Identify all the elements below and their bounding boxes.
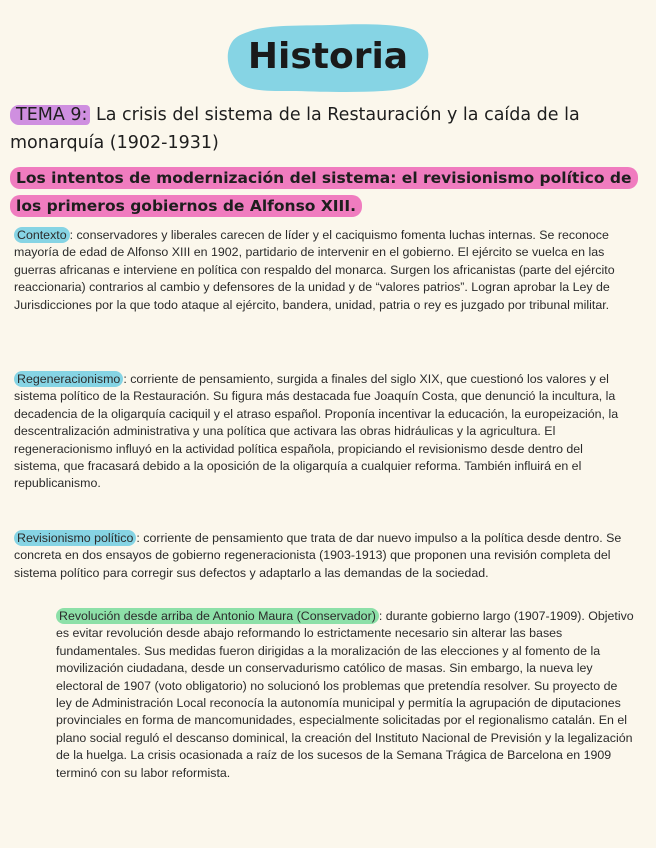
topic-title: La crisis del sistema de la Restauración y la caída de la monarquía (1902-1931) (10, 105, 580, 153)
body-maura: : durante gobierno largo (1907-1909). Objetivo es evitar revolución desde abajo reformando lo estrictamente necesario sin alterar las bases fundamentales. Sus medidas fueron dirigidas a la moralización de las elecciones y al fomento de la movilización ciudadana, desde un conservadurismo católico de masas. Sin embargo, la nueva ley electoral de 1907 (voto obligatorio) no solucionó los problemas que pretendía resolver. Su proyecto de ley de Administración Local reconocía la autonomía municipal y permitía la agrupación de diputaciones provinciales en forma de mancomunidades, especialmente solicitadas por el regionalismo catalán. En el plano social reguló el descanso dominical, la creación del Instituto Nacional de Previsión y la legalización de la huelga. La crisis ocasionada a raíz de los sucesos de la Semana Trágica de Barcelona en 1909 terminó con su labor reformista. (56, 609, 634, 780)
subtitle-text: Los intentos de modernización del sistema: el revisionismo político de los primeros gobiernos de Alfonso XIII. (10, 167, 638, 217)
term-revisionismo: Revisionismo político (14, 530, 136, 546)
paragraph-revisionismo (14, 530, 630, 582)
term-contexto: Contexto (14, 227, 70, 243)
paragraph-maura (56, 608, 634, 782)
paragraph-regeneracionismo (14, 371, 630, 493)
body-regeneracionismo: : corriente de pensamiento, surgida a finales del siglo XIX, que cuestionó los valores y el sistema político de la Restauración. Su figura más destacada fue Joaquín Costa, que denunció la incultura, la decadencia de la oligarquía caciquil y el atraso español. Proponía incentivar la educación, la europeización, la descentralización administrativa y una política que activara las obras hidráulicas y la agricultura. El regeneracionismo influyó en la actividad política española, propiciando el revisionismo desde dentro del sistema, que fracasará debido a la oposición de la oligarquía a cualquier reforma. También influirá en el republicanismo. (14, 372, 619, 491)
term-regeneracionismo: Regeneracionismo (14, 371, 123, 387)
title-banner (226, 22, 430, 94)
topic-number: TEMA 9: (10, 105, 90, 125)
topic-heading (10, 101, 640, 157)
body-revisionismo: : corriente de pensamiento que trata de dar nuevo impulso a la política desde dentro. Se concreta en dos ensayos de gobierno regeneracionista (1903-1913) que proponen una revisión completa del sistema político para corregir sus defectos y adaptarlo a las demandas de la sociedad. (14, 531, 622, 580)
paragraph-contexto (14, 227, 630, 314)
section-subtitle (10, 164, 640, 220)
page-title: Historia (247, 36, 409, 77)
term-maura: Revolución desde arriba de Antonio Maura (Conservador) (56, 608, 379, 624)
body-contexto: : conservadores y liberales carecen de líder y el caciquismo fomenta luchas internas. Se reconoce mayoría de edad de Alfonso XIII en 1902, partidario de intervenir en el gobierno. El ejército se vuelca en las guerras africanas e interviene en política con respaldo del monarca. Surgen los africanistas (parte del ejército reaccionaria) contrarios al cambio y defensores de la unidad y de “valores patrios”. Logran aprobar la Ley de Jurisdicciones por la que todo ataque al ejército, bandera, unidad, patria o rey es juzgado por tribunal militar. (14, 228, 615, 312)
